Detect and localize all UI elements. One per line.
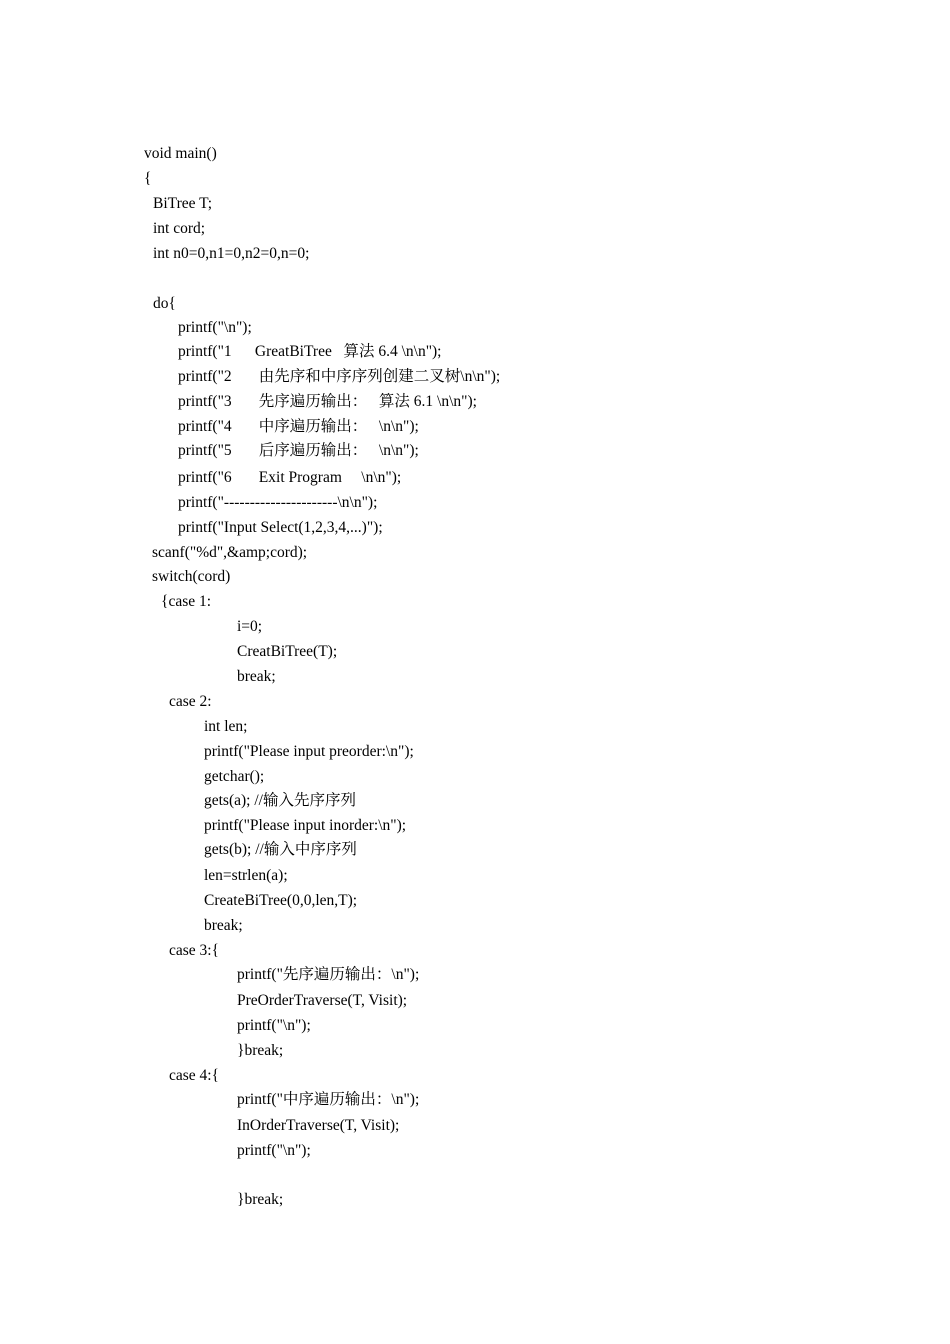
code-line: gets(a); //输入先序序列 bbox=[204, 792, 356, 809]
code-line: int len; bbox=[204, 718, 248, 735]
code-line: do{ bbox=[153, 295, 176, 312]
code-line: gets(b); //输入中序序列 bbox=[204, 841, 357, 858]
code-line: break; bbox=[204, 917, 243, 934]
code-line: printf("3 先序遍历输出： 算法 6.1 \n\n"); bbox=[178, 393, 477, 410]
code-line: {case 1: bbox=[161, 593, 212, 610]
code-line: printf("4 中序遍历输出： \n\n"); bbox=[178, 418, 419, 435]
code-line: printf("1 GreatBiTree 算法 6.4 \n\n"); bbox=[178, 343, 442, 360]
code-line: printf("中序遍历输出：\n"); bbox=[237, 1091, 420, 1108]
code-line: BiTree T; bbox=[153, 195, 213, 212]
code-line: PreOrderTraverse(T, Visit); bbox=[237, 992, 408, 1009]
code-line: len=strlen(a); bbox=[204, 867, 288, 884]
code-line: void main() bbox=[144, 145, 217, 162]
code-line: case 2: bbox=[169, 693, 212, 710]
code-line: i=0; bbox=[237, 618, 263, 635]
code-line: }break; bbox=[237, 1042, 284, 1059]
code-line: printf("\n"); bbox=[178, 319, 252, 336]
code-line: printf("\n"); bbox=[237, 1142, 311, 1159]
code-line: break; bbox=[237, 668, 276, 685]
code-line: printf("5 后序遍历输出： \n\n"); bbox=[178, 442, 419, 459]
code-line: { bbox=[144, 170, 152, 187]
code-line: int cord; bbox=[153, 220, 206, 237]
code-line: printf("先序遍历输出：\n"); bbox=[237, 966, 420, 983]
code-line: printf("2 由先序和中序序列创建二叉树\n\n"); bbox=[178, 368, 501, 385]
code-line: printf("Please input preorder:\n"); bbox=[204, 743, 414, 760]
code-line: printf("Input Select(1,2,3,4,...)"); bbox=[178, 519, 383, 536]
code-line: InOrderTraverse(T, Visit); bbox=[237, 1117, 400, 1134]
code-line: printf("6 Exit Program \n\n"); bbox=[178, 469, 402, 486]
code-line: scanf("%d",&amp;cord); bbox=[152, 544, 308, 561]
code-line: printf("----------------------\n\n"); bbox=[178, 494, 378, 511]
code-line: int n0=0,n1=0,n2=0,n=0; bbox=[153, 245, 310, 262]
code-line: CreatBiTree(T); bbox=[237, 643, 338, 660]
code-line: printf("Please input inorder:\n"); bbox=[204, 817, 407, 834]
code-line: getchar(); bbox=[204, 768, 265, 785]
code-line: }break; bbox=[237, 1191, 284, 1208]
code-line: case 4:{ bbox=[169, 1067, 220, 1084]
code-line: case 3:{ bbox=[169, 942, 220, 959]
code-line: switch(cord) bbox=[152, 568, 231, 585]
code-line: printf("\n"); bbox=[237, 1017, 311, 1034]
code-line: CreateBiTree(0,0,len,T); bbox=[204, 892, 358, 909]
